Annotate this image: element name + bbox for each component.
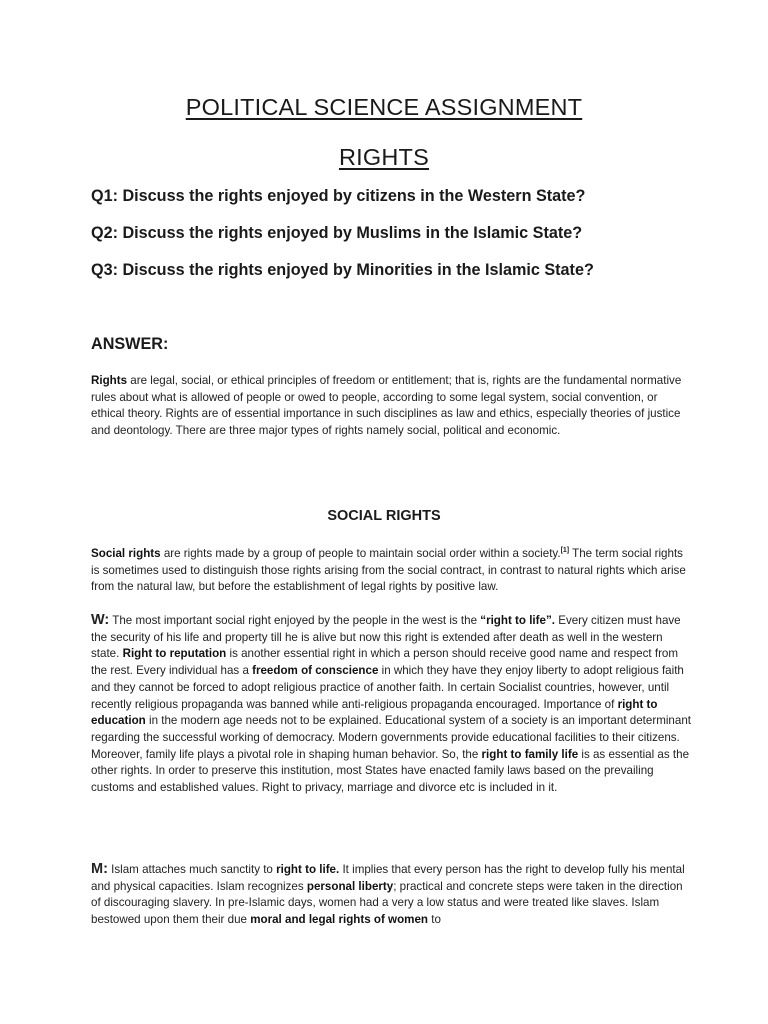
question-3: Q3: Discuss the rights enjoyed by Minorities in the Islamic State? bbox=[91, 261, 594, 279]
muslim-text-3: ; practical and concrete steps were taken in the direction of discouraging slavery. In pre-Islamic days, women had a very a low status and were treated like slaves. Islam bestowed upon them their due bbox=[91, 879, 683, 927]
social-rights-text-b: The term social rights is sometimes used to distinguish those rights arising from the social contract, in contrast to natural rights which arise from the natural law, but before the establishment of legal rights by positive law. bbox=[91, 547, 686, 594]
west-bold-right-to-reputation: Right to reputation bbox=[122, 647, 227, 661]
west-text-6: is as essential as the other rights. In order to preserve this institution, most States have enacted family laws based on the prevailing customs and established values. Right to privacy, marriage and divorce etc is included in it. bbox=[91, 747, 690, 795]
rights-title bbox=[0, 144, 768, 171]
west-bold-right-to-family-life: right to family life bbox=[481, 747, 579, 761]
social-rights-paragraph bbox=[91, 543, 691, 596]
social-rights-term: Social rights bbox=[91, 547, 161, 560]
western-state-paragraph bbox=[91, 612, 691, 797]
west-text-2: Every citizen must have the security of his life and property till he is alive but now this right is extended after death as well in the western state. bbox=[91, 614, 681, 661]
west-text-3: is another essential right in which a person should receive good name and respect from the rest. Every individual has a bbox=[91, 647, 679, 678]
social-rights-heading: SOCIAL RIGHTS bbox=[327, 508, 441, 524]
muslim-bold-rights-of-women: moral and legal rights of women bbox=[250, 913, 428, 927]
west-bold-right-to-life: “right to life”. bbox=[480, 614, 555, 627]
west-text-1: The most important social right enjoyed by the people in the west is the bbox=[109, 614, 481, 627]
assignment-title-text: POLITICAL SCIENCE ASSIGNMENT bbox=[185, 94, 583, 120]
question-1: Q1: Discuss the rights enjoyed by citizens in the Western State? bbox=[91, 187, 586, 205]
west-text-5: in the modern age needs not to be explained. Educational system of a society is an important determinant regarding the successful working of democracy. Modern governments provide educational facilities to their citizens. Moreover, family life plays a pivotal role in shaping human behavior. So, the bbox=[91, 714, 691, 761]
muslim-bold-right-to-life: right to life. bbox=[276, 863, 340, 876]
rights-title-text: RIGHTS bbox=[339, 144, 429, 170]
citation-mark: [1] bbox=[560, 547, 570, 554]
muslim-text-1: Islam attaches much sanctity to bbox=[107, 863, 277, 876]
muslim-state-paragraph bbox=[91, 861, 691, 929]
muslim-bold-personal-liberty: personal liberty bbox=[306, 879, 394, 893]
western-lead: W: bbox=[91, 612, 110, 628]
rights-term: Rights bbox=[91, 374, 128, 387]
assignment-title bbox=[0, 94, 768, 121]
social-rights-text-a: are rights made by a group of people to maintain social order within a society. bbox=[160, 547, 561, 560]
rights-definition-paragraph bbox=[91, 373, 691, 440]
west-bold-right-to-education: right to education bbox=[91, 697, 658, 728]
muslim-text-2: It implies that every person has the right to develop fully his mental and physical capacities. Islam recognizes bbox=[91, 863, 685, 893]
answer-heading: ANSWER: bbox=[91, 335, 169, 353]
west-text-4: in which they have they enjoy liberty to adopt religious faith and they cannot be forced to adopt religious practice of another faith. In certain Socialist countries, however, until recently religious propaganda was banned while anti-religious propaganda encouraged. Importance of bbox=[91, 664, 684, 711]
question-2: Q2: Discuss the rights enjoyed by Muslims in the Islamic State? bbox=[91, 224, 583, 242]
rights-definition-text: are legal, social, or ethical principles of freedom or entitlement; that is, rights are the fundamental normative rules about what is allowed of people or owed to people, according to some legal system, social convention, or ethical theory. Rights are of essential importance in such disciplines as law and ethics, especially theories of justice and deontology. There are three major types of rights namely social, political and economic. bbox=[91, 374, 682, 438]
west-bold-freedom-of-conscience: freedom of conscience bbox=[252, 664, 379, 678]
muslim-text-4: to bbox=[428, 913, 441, 927]
muslim-lead: M: bbox=[91, 861, 108, 877]
